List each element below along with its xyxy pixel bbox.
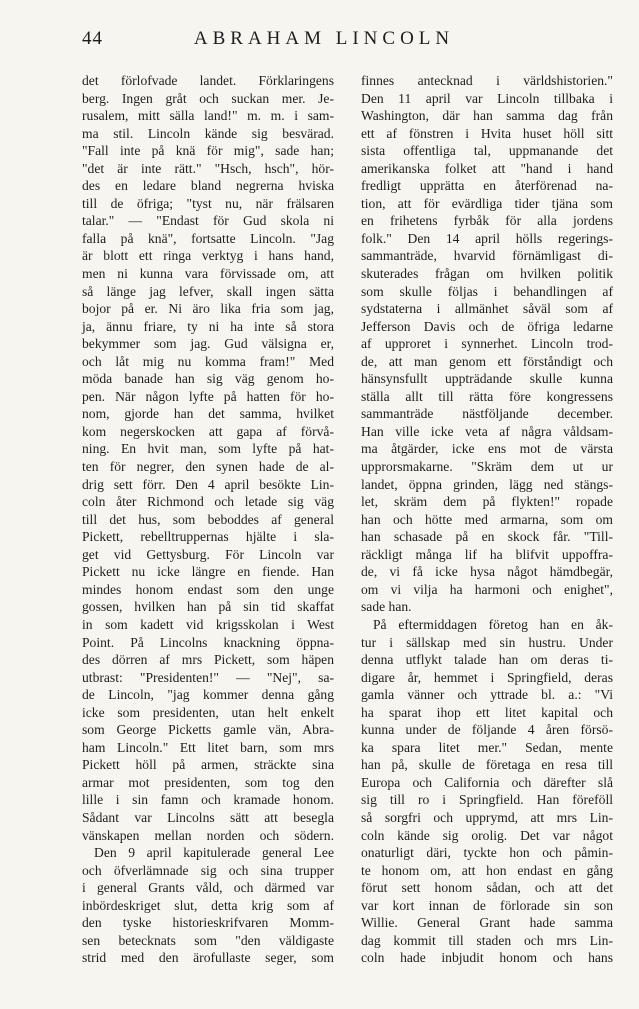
text-line: ka spara litet mer." Sedan, mente bbox=[361, 739, 613, 755]
text-line: kom negerskocken att gapa af förvå- bbox=[82, 423, 334, 439]
text-line: skuterades frågan om hvilken politik bbox=[361, 266, 613, 282]
text-line: coln hade inbjudit honom och hans bbox=[361, 950, 613, 966]
text-line: Sådant var Lincolns sätt att besegla bbox=[82, 809, 334, 825]
text-line: drig sett förr. Den 4 april besökte Lin- bbox=[82, 476, 334, 492]
text-line: han på, skulle de företaga en resa till bbox=[361, 757, 613, 773]
text-line: rusalem, mitt sälla land!" m. m. i sam- bbox=[82, 108, 334, 124]
text-line: in som kadett vid krigsskolan i West bbox=[82, 616, 334, 632]
text-line: vänskapen mellan norden och södern. bbox=[82, 827, 334, 843]
text-line: ha sparat ihop ett litet kapital och bbox=[361, 704, 613, 720]
page-number: 44 bbox=[82, 28, 103, 49]
text-line: så länge jag lefver, skall ingen sätta bbox=[82, 283, 334, 299]
text-line: falla på knä", fortsatte Lincoln. "Jag bbox=[82, 230, 334, 246]
text-line: Han ville icke veta af några våldsam- bbox=[361, 423, 613, 439]
text-line: sista offentliga tal, uppmanande det bbox=[361, 143, 613, 159]
text-line: Willie. General Grant hade samma bbox=[361, 915, 613, 931]
text-line: gossen, hvilken han på sin tid skaffat bbox=[82, 599, 334, 615]
text-line: och låt mig nu komma fram!" Med bbox=[82, 353, 334, 369]
text-line: så sorgfri och upprymd, att mrs Lin- bbox=[361, 809, 613, 825]
text-line: Den 11 april var Lincoln tillbaka i bbox=[361, 90, 613, 106]
text-line: de Lincoln, "jag kommer denna gång bbox=[82, 687, 334, 703]
text-line: pen. När någon lyfte på hatten för ho- bbox=[82, 388, 334, 404]
text-line: sammanträde nästföljande december. bbox=[361, 406, 613, 422]
text-line: han och hötte med armarna, som om bbox=[361, 511, 613, 527]
text-line: strid med den ärofullaste seger, som bbox=[82, 950, 334, 966]
text-line: te honom om, att hon endast en gång bbox=[361, 862, 613, 878]
text-line: en frihetens fyrbåk för alla jordens bbox=[361, 213, 613, 229]
text-line: till det hus, som beboddes af general bbox=[82, 511, 334, 527]
text-line: På eftermiddagen företog han en åk- bbox=[373, 616, 613, 632]
text-line: tion, att för evärdliga tider tjäna som bbox=[361, 195, 613, 211]
text-line: amerikanska folket att "hand i hand bbox=[361, 160, 613, 176]
text-line: "Fall inte på knä för mig", sade han; bbox=[82, 143, 334, 159]
text-line: Europa och California och därefter slå bbox=[361, 774, 613, 790]
text-line: de, vi få icke hysa något hämdbegär, bbox=[361, 564, 613, 580]
text-line: des dörren af mrs Pickett, som häpen bbox=[82, 652, 334, 668]
text-line: han schasade på en skock får. "Till- bbox=[361, 529, 613, 545]
text-line: men ni kunna vara förvissade om, att bbox=[82, 266, 334, 282]
text-line: Jefferson Davis och de öfriga ledarne bbox=[361, 318, 613, 334]
text-line: "det är inte rätt." "Hsch, hsch", hör- bbox=[82, 160, 334, 176]
text-line: sen betecknats som "den väldigaste bbox=[82, 932, 334, 948]
text-line: ham Lincoln." Ett litet barn, som mrs bbox=[82, 739, 334, 755]
text-line: fredligt upprätta en återförenad na- bbox=[361, 178, 613, 194]
text-line: denna utflykt talade han om deras ti- bbox=[361, 652, 613, 668]
text-line: det förlofvade landet. Förklaringens bbox=[82, 73, 334, 88]
text-line: ning. En hvit man, som lyfte på hat- bbox=[82, 441, 334, 457]
text-line: let, skräm dem på flykten!" ropade bbox=[361, 494, 613, 510]
text-line: sade han. bbox=[361, 599, 412, 615]
text-line: dag kommit till staden och mrs Lin- bbox=[361, 932, 613, 948]
text-line: möda banade han sig väg genom ho- bbox=[82, 371, 334, 387]
text-line: sig till ro i Springfield. Han föreföll bbox=[361, 792, 613, 808]
text-line: inbördeskriget slut, detta krig som af bbox=[82, 897, 334, 913]
text-line: förut sett honom sådan, och att det bbox=[361, 880, 613, 896]
text-line: Point. På Lincolns knackning öppna- bbox=[82, 634, 334, 650]
text-line: tur i sällskap med sin hustru. Under bbox=[361, 634, 613, 650]
text-line: landet, öppna grinden, lägg ned stängs- bbox=[361, 476, 613, 492]
text-line: är blott ett ringa verktyg i hans hand, bbox=[82, 248, 334, 264]
text-line: lille i sin famn och kramade honom. bbox=[82, 792, 334, 808]
text-line: de, att man genom ett förståndigt och bbox=[361, 353, 613, 369]
text-line: icke som presidenten, utan helt enkelt bbox=[82, 704, 334, 720]
text-line: talar." — "Endast för Gud skola ni bbox=[82, 213, 334, 229]
text-line: hänsynsfullt uppträdande skulle kunna bbox=[361, 371, 613, 387]
left-text-column bbox=[82, 72, 334, 967]
text-line: Pickett höll på armen, sträckte sina bbox=[82, 757, 334, 773]
text-line: coln åter Richmond och letade sig väg bbox=[82, 494, 334, 510]
text-line: upprorsmakarne. "Skräm dem ut ur bbox=[361, 459, 613, 475]
text-line: ma stil. Lincoln kände sig besvärad. bbox=[82, 125, 334, 141]
text-line: get vid Gettysburg. För Lincoln var bbox=[82, 546, 334, 562]
text-line: kunna under de följande 4 åren försö- bbox=[361, 722, 613, 738]
text-line: ma åtgärder, icke ens mot de värsta bbox=[361, 441, 613, 457]
text-line: Den 9 april kapitulerade general Lee bbox=[94, 845, 334, 861]
text-line: folk." Den 14 april hölls regerings- bbox=[361, 230, 613, 246]
text-line: sammanträde, hvarvid förnämligast di- bbox=[361, 248, 613, 264]
text-line: utbrast: "Presidenten!" — "Nej", sa- bbox=[82, 669, 334, 685]
text-line: armar mot presidenten, som tog den bbox=[82, 774, 334, 790]
text-line: Washington, där han samma dag från bbox=[361, 108, 613, 124]
text-line: gamla vänner och yttrade bl. a.: "Vi bbox=[361, 687, 613, 703]
text-line: Pickett nu icke längre en fiende. Han bbox=[82, 564, 334, 580]
text-line: ställa allt till rätta före kongressens bbox=[361, 388, 613, 404]
text-line: berg. Ingen gråt och suckan mer. Je- bbox=[82, 90, 334, 106]
text-line: onaturligt däri, tyckte hon och påmin- bbox=[361, 845, 613, 861]
text-line: sydstaterna i allmänhet såväl som af bbox=[361, 301, 613, 317]
text-line: i general Grants våld, och därmed var bbox=[82, 880, 334, 896]
text-line: den tyske historieskrifvaren Momm- bbox=[82, 915, 334, 931]
text-line: bekymmer som jag. Gud välsigna er, bbox=[82, 336, 334, 352]
text-line: om vi vilja ha harmoni och enighet", bbox=[361, 581, 613, 597]
right-text-column bbox=[361, 72, 613, 967]
text-line: bojor på er. Ni äro lika fria som jag, bbox=[82, 301, 334, 317]
text-line: des en ledare bland negrerna hviska bbox=[82, 178, 334, 194]
text-line: af upproret i synnerhet. Lincoln trod- bbox=[361, 336, 613, 352]
text-line: var kort innan de förlorade sin son bbox=[361, 897, 613, 913]
text-line: mindes honom endast som den unge bbox=[82, 581, 334, 597]
text-line: coln kände sig orolig. Det var något bbox=[361, 827, 613, 843]
text-line: digare år, hemmet i Springfield, deras bbox=[361, 669, 613, 685]
text-line: ja, ännu friare, ty ni ha inte så stora bbox=[82, 318, 334, 334]
text-line: räckligt många lif ha blifvit uppoffra- bbox=[361, 546, 613, 562]
text-line: som skulle följas i behandlingen af bbox=[361, 283, 613, 299]
running-title: ABRAHAM LINCOLN bbox=[193, 28, 455, 49]
page-header bbox=[82, 28, 566, 54]
text-line: Pickett, rebelltruppernas hjälte i sla- bbox=[82, 529, 334, 545]
text-line: finnes antecknad i världshistorien." bbox=[361, 73, 613, 88]
text-line: som George Picketts gamle vän, Abra- bbox=[82, 722, 334, 738]
text-line: ett af fönstren i Hvita huset höll sitt bbox=[361, 125, 613, 141]
text-line: ten för negrer, den synen hade de al- bbox=[82, 459, 334, 475]
text-line: och öfverlämnade sig och sina trupper bbox=[82, 862, 334, 878]
text-line: nom, gjorde han det samma, hvilket bbox=[82, 406, 334, 422]
text-line: till de öfriga; "tyst nu, när frälsaren bbox=[82, 195, 334, 211]
